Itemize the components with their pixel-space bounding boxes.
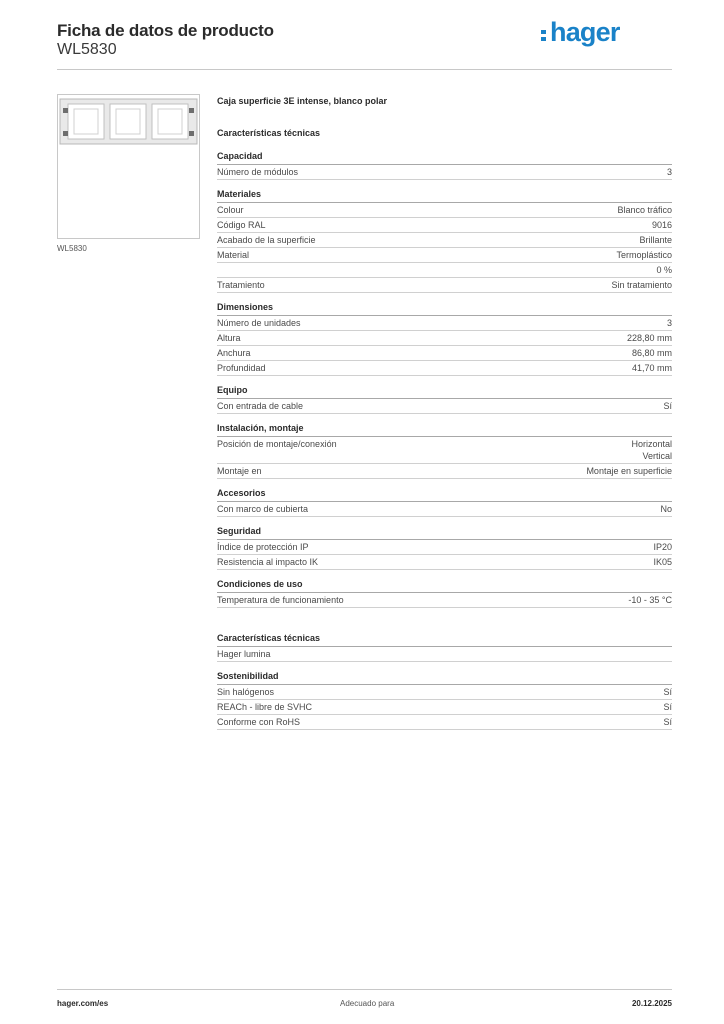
spec-value-line: Vertical <box>642 451 672 461</box>
spec-row <box>217 248 672 263</box>
spec-value <box>611 279 672 291</box>
spec-row <box>217 218 672 233</box>
spec-row <box>217 555 672 570</box>
section-title: Materiales <box>217 188 672 203</box>
spec-section <box>217 150 672 180</box>
section-title: Capacidad <box>217 150 672 165</box>
spec-label: Anchura <box>217 348 251 358</box>
spec-label: Con entrada de cable <box>217 401 304 411</box>
spec-row <box>217 437 672 464</box>
spec-label: Con marco de cubierta <box>217 504 309 514</box>
spec-label: Número de unidades <box>217 318 301 328</box>
spec-value-line: 9016 <box>651 220 672 230</box>
spec-value-line: IP20 <box>653 542 672 552</box>
spec-section <box>217 384 672 414</box>
spec-row <box>217 464 672 479</box>
spec-value-line: 86,80 mm <box>631 348 672 358</box>
spec-row <box>217 502 672 517</box>
spec-value <box>663 701 672 713</box>
document-title: Ficha de datos de producto <box>57 21 274 40</box>
spec-value <box>616 249 672 261</box>
section-title: Instalación, montaje <box>217 422 672 437</box>
section-title: Características técnicas <box>217 632 672 647</box>
spec-value-line: Brillante <box>639 235 672 245</box>
spec-row <box>217 165 672 180</box>
spec-label: Montaje en <box>217 466 262 476</box>
section-title: Equipo <box>217 384 672 399</box>
spec-row <box>217 361 672 376</box>
spec-value <box>627 332 672 344</box>
spec-row <box>217 233 672 248</box>
spec-value-line: 228,80 mm <box>626 333 672 343</box>
spec-sections <box>217 150 672 730</box>
spec-row <box>217 316 672 331</box>
spec-value <box>667 317 672 329</box>
spec-label: Sin halógenos <box>217 687 275 697</box>
spec-row <box>217 715 672 730</box>
hager-logo <box>540 17 650 47</box>
logo-wordmark: hager <box>550 17 620 47</box>
spec-section <box>217 670 672 730</box>
spec-label: Tratamiento <box>217 280 265 290</box>
spec-label: Posición de montaje/conexión <box>217 439 337 449</box>
spec-value <box>632 362 672 374</box>
footer-website: hager.com/es <box>57 999 109 1008</box>
spec-value-line: IK05 <box>653 557 672 567</box>
spec-value <box>628 594 672 606</box>
spec-value-line: Horizontal <box>631 439 672 449</box>
footer-date: 20.12.2025 <box>631 999 672 1008</box>
product-code: WL5830 <box>57 41 117 58</box>
spec-label: Altura <box>217 333 241 343</box>
spec-value <box>631 438 672 462</box>
product-name: Caja superficie 3E intense, blanco polar <box>217 96 388 106</box>
spec-section <box>217 188 672 293</box>
spec-value-line: 3 <box>666 318 672 328</box>
spec-value <box>663 400 672 412</box>
spec-row <box>217 331 672 346</box>
spec-label: Material <box>217 250 250 260</box>
spec-label: Código RAL <box>217 220 266 230</box>
spec-value-line: 41,70 mm <box>631 363 672 373</box>
spec-row <box>217 700 672 715</box>
spec-value <box>660 503 672 515</box>
spec-section <box>217 578 672 608</box>
spec-row <box>217 263 672 278</box>
section-title: Condiciones de uso <box>217 578 672 593</box>
spec-value <box>656 264 672 276</box>
page-footer <box>57 989 672 1012</box>
spec-value-line: 3 <box>666 167 672 177</box>
spec-value <box>586 465 672 477</box>
spec-row <box>217 685 672 700</box>
spec-value <box>663 716 672 728</box>
spec-value <box>653 556 672 568</box>
spec-row <box>217 540 672 555</box>
spec-label: Resistencia al impacto IK <box>217 557 319 567</box>
spec-label: Profundidad <box>217 363 266 373</box>
spec-label: Temperatura de funcionamiento <box>217 595 344 605</box>
spec-value-line: Sí <box>663 687 672 697</box>
tech-title: Características técnicas <box>217 128 321 138</box>
spec-label: Índice de protección IP <box>217 542 309 552</box>
spec-section <box>217 422 672 479</box>
spec-value <box>663 686 672 698</box>
spec-value-line: Sí <box>663 717 672 727</box>
spec-value-line: Sin tratamiento <box>611 280 672 290</box>
spec-value <box>652 219 672 231</box>
spec-value <box>667 166 672 178</box>
section-gap <box>217 608 672 624</box>
spec-row <box>217 647 672 662</box>
section-title: Seguridad <box>217 525 672 540</box>
spec-value <box>653 541 672 553</box>
spec-row <box>217 278 672 293</box>
spec-value-line: Sí <box>663 702 672 712</box>
spec-label: REACh - libre de SVHC <box>217 702 313 712</box>
spec-section <box>217 632 672 662</box>
spec-label: Conforme con RoHS <box>217 717 301 727</box>
spec-section <box>217 301 672 376</box>
spec-value-line: Montaje en superficie <box>586 466 672 476</box>
spec-content <box>217 96 672 730</box>
spec-label: Colour <box>217 205 244 215</box>
spec-row <box>217 346 672 361</box>
section-title: Accesorios <box>217 487 672 502</box>
section-title: Sostenibilidad <box>217 670 672 685</box>
spec-value-line: Termoplástico <box>616 250 672 260</box>
spec-label: Acabado de la superficie <box>217 235 316 245</box>
spec-value-line: No <box>660 504 672 514</box>
spec-value <box>632 347 672 359</box>
section-title: Dimensiones <box>217 301 672 316</box>
spec-value-line: -10 - 35 °C <box>628 595 672 605</box>
spec-row <box>217 203 672 218</box>
spec-value-line: Blanco tráfico <box>617 205 672 215</box>
spec-label: Hager lumina <box>217 649 271 659</box>
spec-section <box>217 487 672 517</box>
spec-value <box>639 234 672 246</box>
spec-row <box>217 593 672 608</box>
spec-row <box>217 399 672 414</box>
spec-section <box>217 525 672 570</box>
spec-value <box>617 204 672 216</box>
image-caption: WL5830 <box>57 244 87 253</box>
footer-suitable-for: Adecuado para <box>340 999 395 1008</box>
spec-value-line: 0 % <box>656 265 672 275</box>
spec-value-line: Sí <box>663 401 672 411</box>
page-header <box>57 17 672 70</box>
spec-label: Número de módulos <box>217 167 299 177</box>
surface-box-icon <box>58 95 199 238</box>
product-image <box>57 94 200 239</box>
